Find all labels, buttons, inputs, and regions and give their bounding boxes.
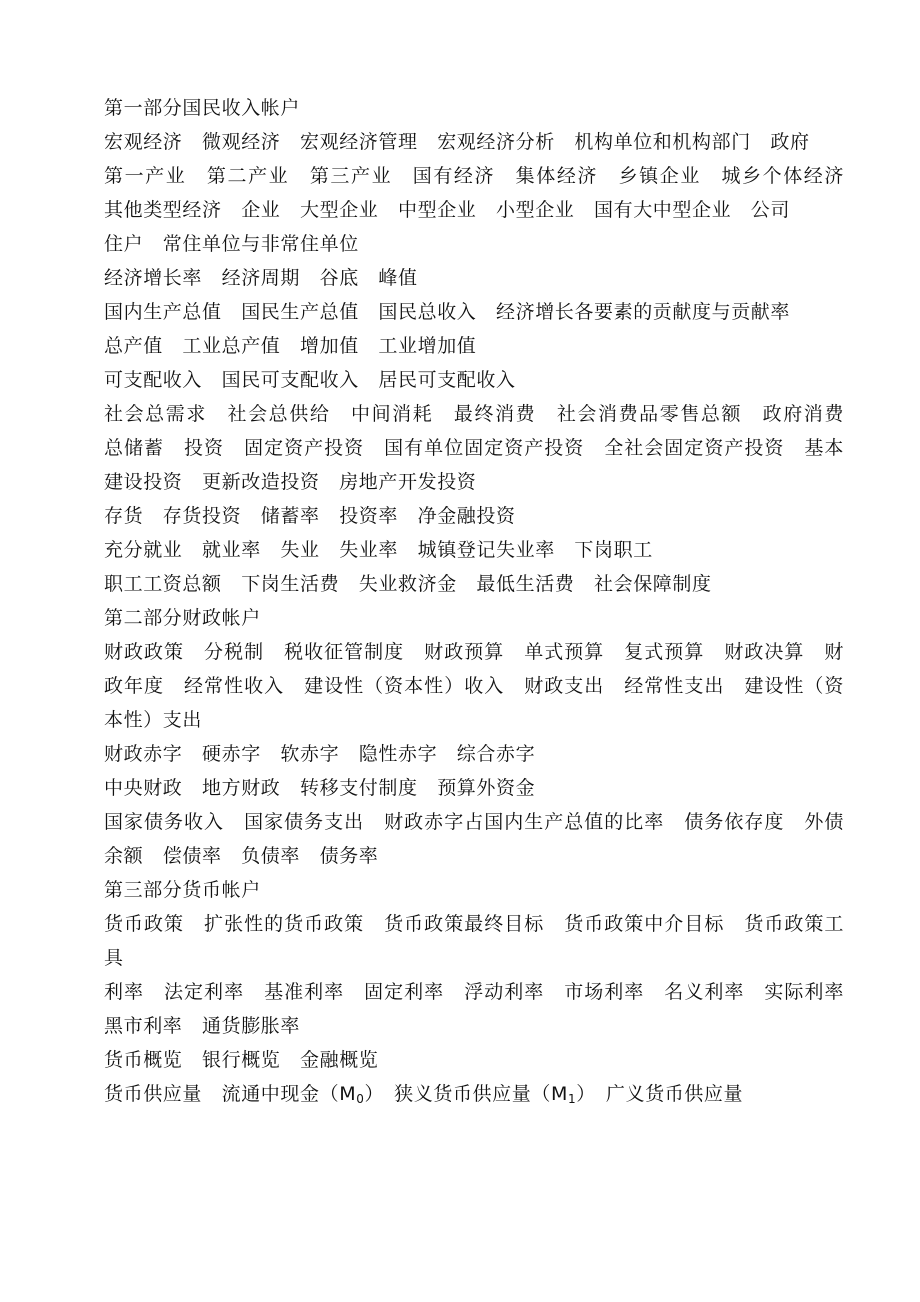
part1-line-11: 职工工资总额 下岗生活费 失业救济金 最低生活费 社会保障制度: [104, 573, 712, 595]
part2-line-2: 财政赤字 硬赤字 软赤字 隐性赤字 综合赤字: [104, 743, 536, 765]
part2-line-3: 中央财政 地方财政 转移支付制度 预算外资金: [104, 777, 536, 799]
part1-line-8: 社会总需求 社会总供给 中间消耗 最终消费 社会消费品零售总额 政府消费 总储蓄 投资 固定资产投资 国有单位固定资产投资 全社会固定资产投资 基本建设投资 更新改造投资 房地产开发投资: [104, 403, 864, 493]
part1-heading: 第一部分国民收入帐户: [104, 97, 301, 119]
part1-line-10: 充分就业 就业率 失业 失业率 城镇登记失业率 下岗职工: [104, 539, 653, 561]
m1-subscript: 1: [567, 1092, 577, 1106]
document-page: [104, 91, 864, 1111]
part3-line-4-b: ） 狭义货币供应量（M: [364, 1083, 568, 1105]
m0-subscript: 0: [356, 1092, 365, 1106]
part1-line-5: 国内生产总值 国民生产总值 国民总收入 经济增长各要素的贡献度与贡献率: [104, 301, 791, 323]
part1-line-6: 总产值 工业总产值 增加值 工业增加值: [104, 335, 477, 357]
part3-line-4-c: ） 广义货币供应量: [576, 1083, 744, 1105]
part3-heading: 第三部分货币帐户: [104, 879, 261, 901]
part3-line-4: [104, 1077, 844, 1111]
part1-line-9: 存货 存货投资 储蓄率 投资率 净金融投资: [104, 505, 516, 527]
part3-line-3: 货币概览 银行概览 金融概览: [104, 1049, 379, 1071]
part1-line-2: 第一产业 第二产业 第三产业 国有经济 集体经济 乡镇企业 城乡个体经济 其他类型经济 企业 大型企业 中型企业 小型企业 国有大中型企业 公司: [104, 165, 864, 221]
part3-line-4-a: 货币供应量 流通中现金（M: [104, 1083, 357, 1105]
part2-line-4: 国家债务收入 国家债务支出 财政赤字占国内生产总值的比率 债务依存度 外债余额 偿债率 负债率 债务率: [104, 811, 844, 867]
part1-line-7: 可支配收入 国民可支配收入 居民可支配收入: [104, 369, 516, 391]
part2-heading: 第二部分财政帐户: [104, 607, 261, 629]
part1-line-4: 经济增长率 经济周期 谷底 峰值: [104, 267, 418, 289]
part3-line-1: 货币政策 扩张性的货币政策 货币政策最终目标 货币政策中介目标 货币政策工具: [104, 913, 844, 969]
part3-line-2: 利率 法定利率 基准利率 固定利率 浮动利率 市场利率 名义利率 实际利率 黑市利率 通货膨胀率: [104, 981, 864, 1037]
part1-line-1: 宏观经济 微观经济 宏观经济管理 宏观经济分析 机构单位和机构部门 政府: [104, 131, 810, 153]
part2-line-1: 财政政策 分税制 税收征管制度 财政预算 单式预算 复式预算 财政决算 财政年度 经常性收入 建设性（资本性）收入 财政支出 经常性支出 建设性（资本性）支出: [104, 641, 844, 731]
part1-line-3: 住户 常住单位与非常住单位: [104, 233, 359, 255]
